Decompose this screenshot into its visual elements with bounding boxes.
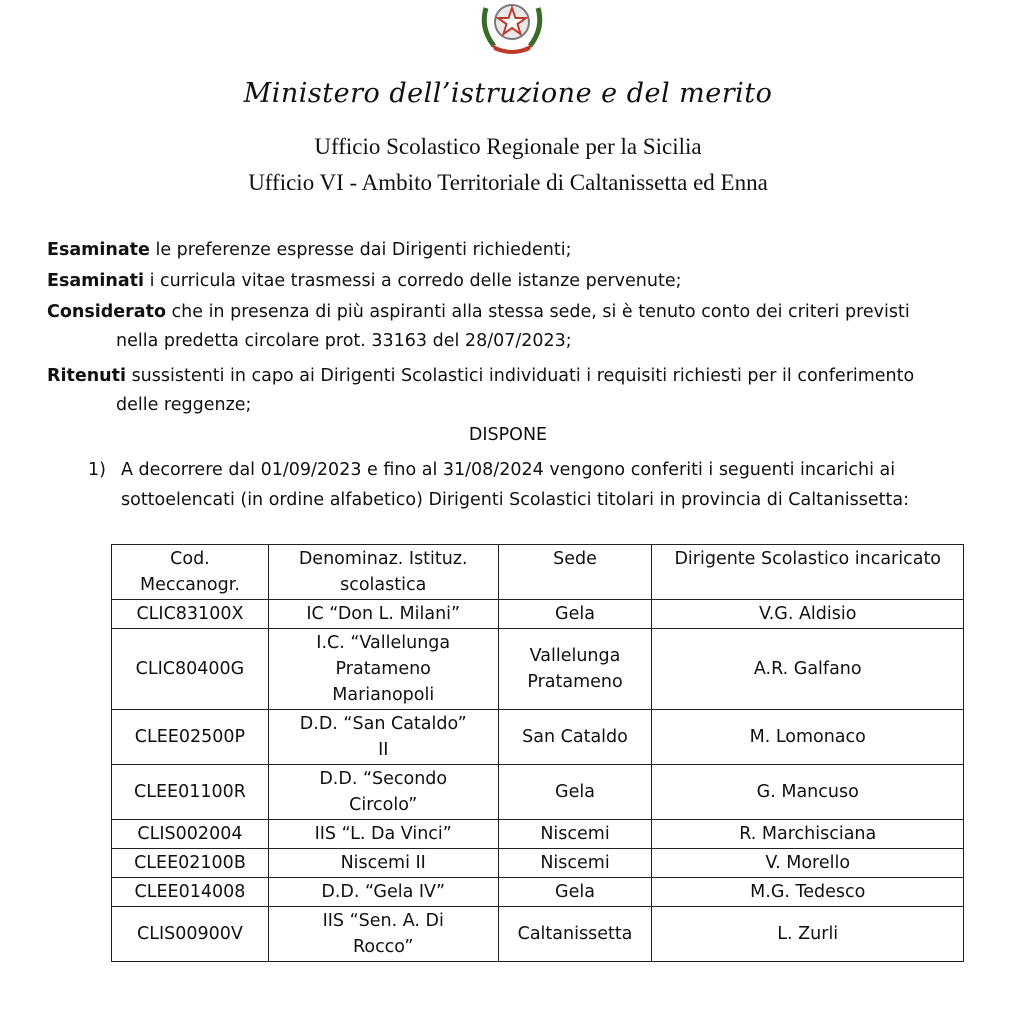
cell-denominazione-istituzione: D.D. “San Cataldo” II bbox=[268, 710, 498, 765]
keyword-ritenuti: Ritenuti bbox=[47, 366, 126, 386]
cell-sede: Gela bbox=[498, 878, 652, 907]
cell-sede: Niscemi bbox=[498, 849, 652, 878]
table-row bbox=[112, 907, 964, 962]
table-row bbox=[112, 600, 964, 629]
table-row bbox=[112, 878, 964, 907]
table-row bbox=[112, 849, 964, 878]
cell-cod-meccanografico: CLEE014008 bbox=[112, 878, 269, 907]
cell-sede: Gela bbox=[498, 765, 652, 820]
column-header-dirigente-incaricato: Dirigente Scolastico incaricato bbox=[652, 545, 964, 600]
cell-dirigente-incaricato: M.G. Tedesco bbox=[652, 878, 964, 907]
cell-denominazione-istituzione: D.D. “Gela IV” bbox=[268, 878, 498, 907]
cell-dirigente-incaricato: R. Marchisciana bbox=[652, 820, 964, 849]
cell-dirigente-incaricato: G. Mancuso bbox=[652, 765, 964, 820]
item-text bbox=[121, 455, 983, 515]
table-row bbox=[112, 710, 964, 765]
cell-denominazione-istituzione: IC “Don L. Milani” bbox=[268, 600, 498, 629]
paragraph-considerato bbox=[47, 298, 982, 356]
paragraph-text: sussistenti in capo ai Dirigenti Scolastici individuati i requisiti richiesti per il conferimento bbox=[126, 366, 915, 386]
column-header-cod-meccanografico: Cod. Meccanogr. bbox=[112, 545, 269, 600]
cell-cod-meccanografico: CLEE01100R bbox=[112, 765, 269, 820]
paragraph-text: le preferenze espresse dai Dirigenti richiedenti; bbox=[149, 240, 572, 260]
cell-cod-meccanografico: CLEE02100B bbox=[112, 849, 269, 878]
column-header-denominazione-istituzione: Denominaz. Istituz. scolastica bbox=[268, 545, 498, 600]
cell-denominazione-istituzione: Niscemi II bbox=[268, 849, 498, 878]
ministry-name: Ministero dell’istruzione e del merito bbox=[243, 78, 773, 109]
item-number: 1) bbox=[88, 460, 106, 480]
cell-sede: San Cataldo bbox=[498, 710, 652, 765]
item-text-line: sottoelencati (in ordine alfabetico) Dirigenti Scolastici titolari in provincia di Caltanissetta: bbox=[121, 490, 909, 510]
territorial-office-line: Ufficio VI - Ambito Territoriale di Caltanissetta ed Enna bbox=[248, 170, 768, 195]
assignments-table bbox=[111, 544, 964, 962]
table-row bbox=[112, 629, 964, 710]
cell-denominazione-istituzione: IIS “Sen. A. Di Rocco” bbox=[268, 907, 498, 962]
paragraph-ritenuti bbox=[47, 362, 982, 420]
table-row bbox=[112, 765, 964, 820]
cell-denominazione-istituzione: D.D. “Secondo Circolo” bbox=[268, 765, 498, 820]
item-text-line: A decorrere dal 01/09/2023 e fino al 31/08/2024 vengono conferiti i seguenti incarichi ai bbox=[121, 460, 896, 480]
regional-office-line: Ufficio Scolastico Regionale per la Sicilia bbox=[314, 134, 702, 159]
italian-republic-emblem-icon bbox=[476, 0, 548, 58]
paragraph-esaminate bbox=[47, 236, 982, 265]
cell-sede: Niscemi bbox=[498, 820, 652, 849]
cell-dirigente-incaricato: L. Zurli bbox=[652, 907, 964, 962]
cell-dirigente-incaricato: A.R. Galfano bbox=[652, 629, 964, 710]
cell-sede: Gela bbox=[498, 600, 652, 629]
cell-cod-meccanografico: CLEE02500P bbox=[112, 710, 269, 765]
paragraph-text: che in presenza di più aspiranti alla stessa sede, si è tenuto conto dei criteri previsti bbox=[165, 302, 910, 322]
cell-sede: Vallelunga Pratameno bbox=[498, 629, 652, 710]
cell-cod-meccanografico: CLIS00900V bbox=[112, 907, 269, 962]
cell-cod-meccanografico: CLIS002004 bbox=[112, 820, 269, 849]
cell-sede: Caltanissetta bbox=[498, 907, 652, 962]
cell-dirigente-incaricato: V.G. Aldisio bbox=[652, 600, 964, 629]
cell-denominazione-istituzione: I.C. “Vallelunga Pratameno Marianopoli bbox=[268, 629, 498, 710]
dispone-heading: DISPONE bbox=[468, 425, 548, 445]
keyword-considerato: Considerato bbox=[47, 302, 166, 322]
table-body bbox=[112, 600, 964, 962]
table-header bbox=[112, 545, 964, 600]
keyword-esaminate: Esaminate bbox=[47, 240, 150, 260]
paragraph-esaminati bbox=[47, 267, 982, 296]
table-row bbox=[112, 820, 964, 849]
cell-dirigente-incaricato: M. Lomonaco bbox=[652, 710, 964, 765]
column-header-sede: Sede bbox=[498, 545, 652, 600]
cell-dirigente-incaricato: V. Morello bbox=[652, 849, 964, 878]
paragraph-continuation: delle reggenze; bbox=[116, 395, 252, 415]
paragraph-text: i curricula vitae trasmessi a corredo delle istanze pervenute; bbox=[144, 271, 682, 291]
cell-denominazione-istituzione: IIS “L. Da Vinci” bbox=[268, 820, 498, 849]
paragraph-continuation: nella predetta circolare prot. 33163 del 28/07/2023; bbox=[116, 331, 572, 351]
cell-cod-meccanografico: CLIC80400G bbox=[112, 629, 269, 710]
cell-cod-meccanografico: CLIC83100X bbox=[112, 600, 269, 629]
table-header-row bbox=[112, 545, 964, 600]
keyword-esaminati: Esaminati bbox=[47, 271, 145, 291]
